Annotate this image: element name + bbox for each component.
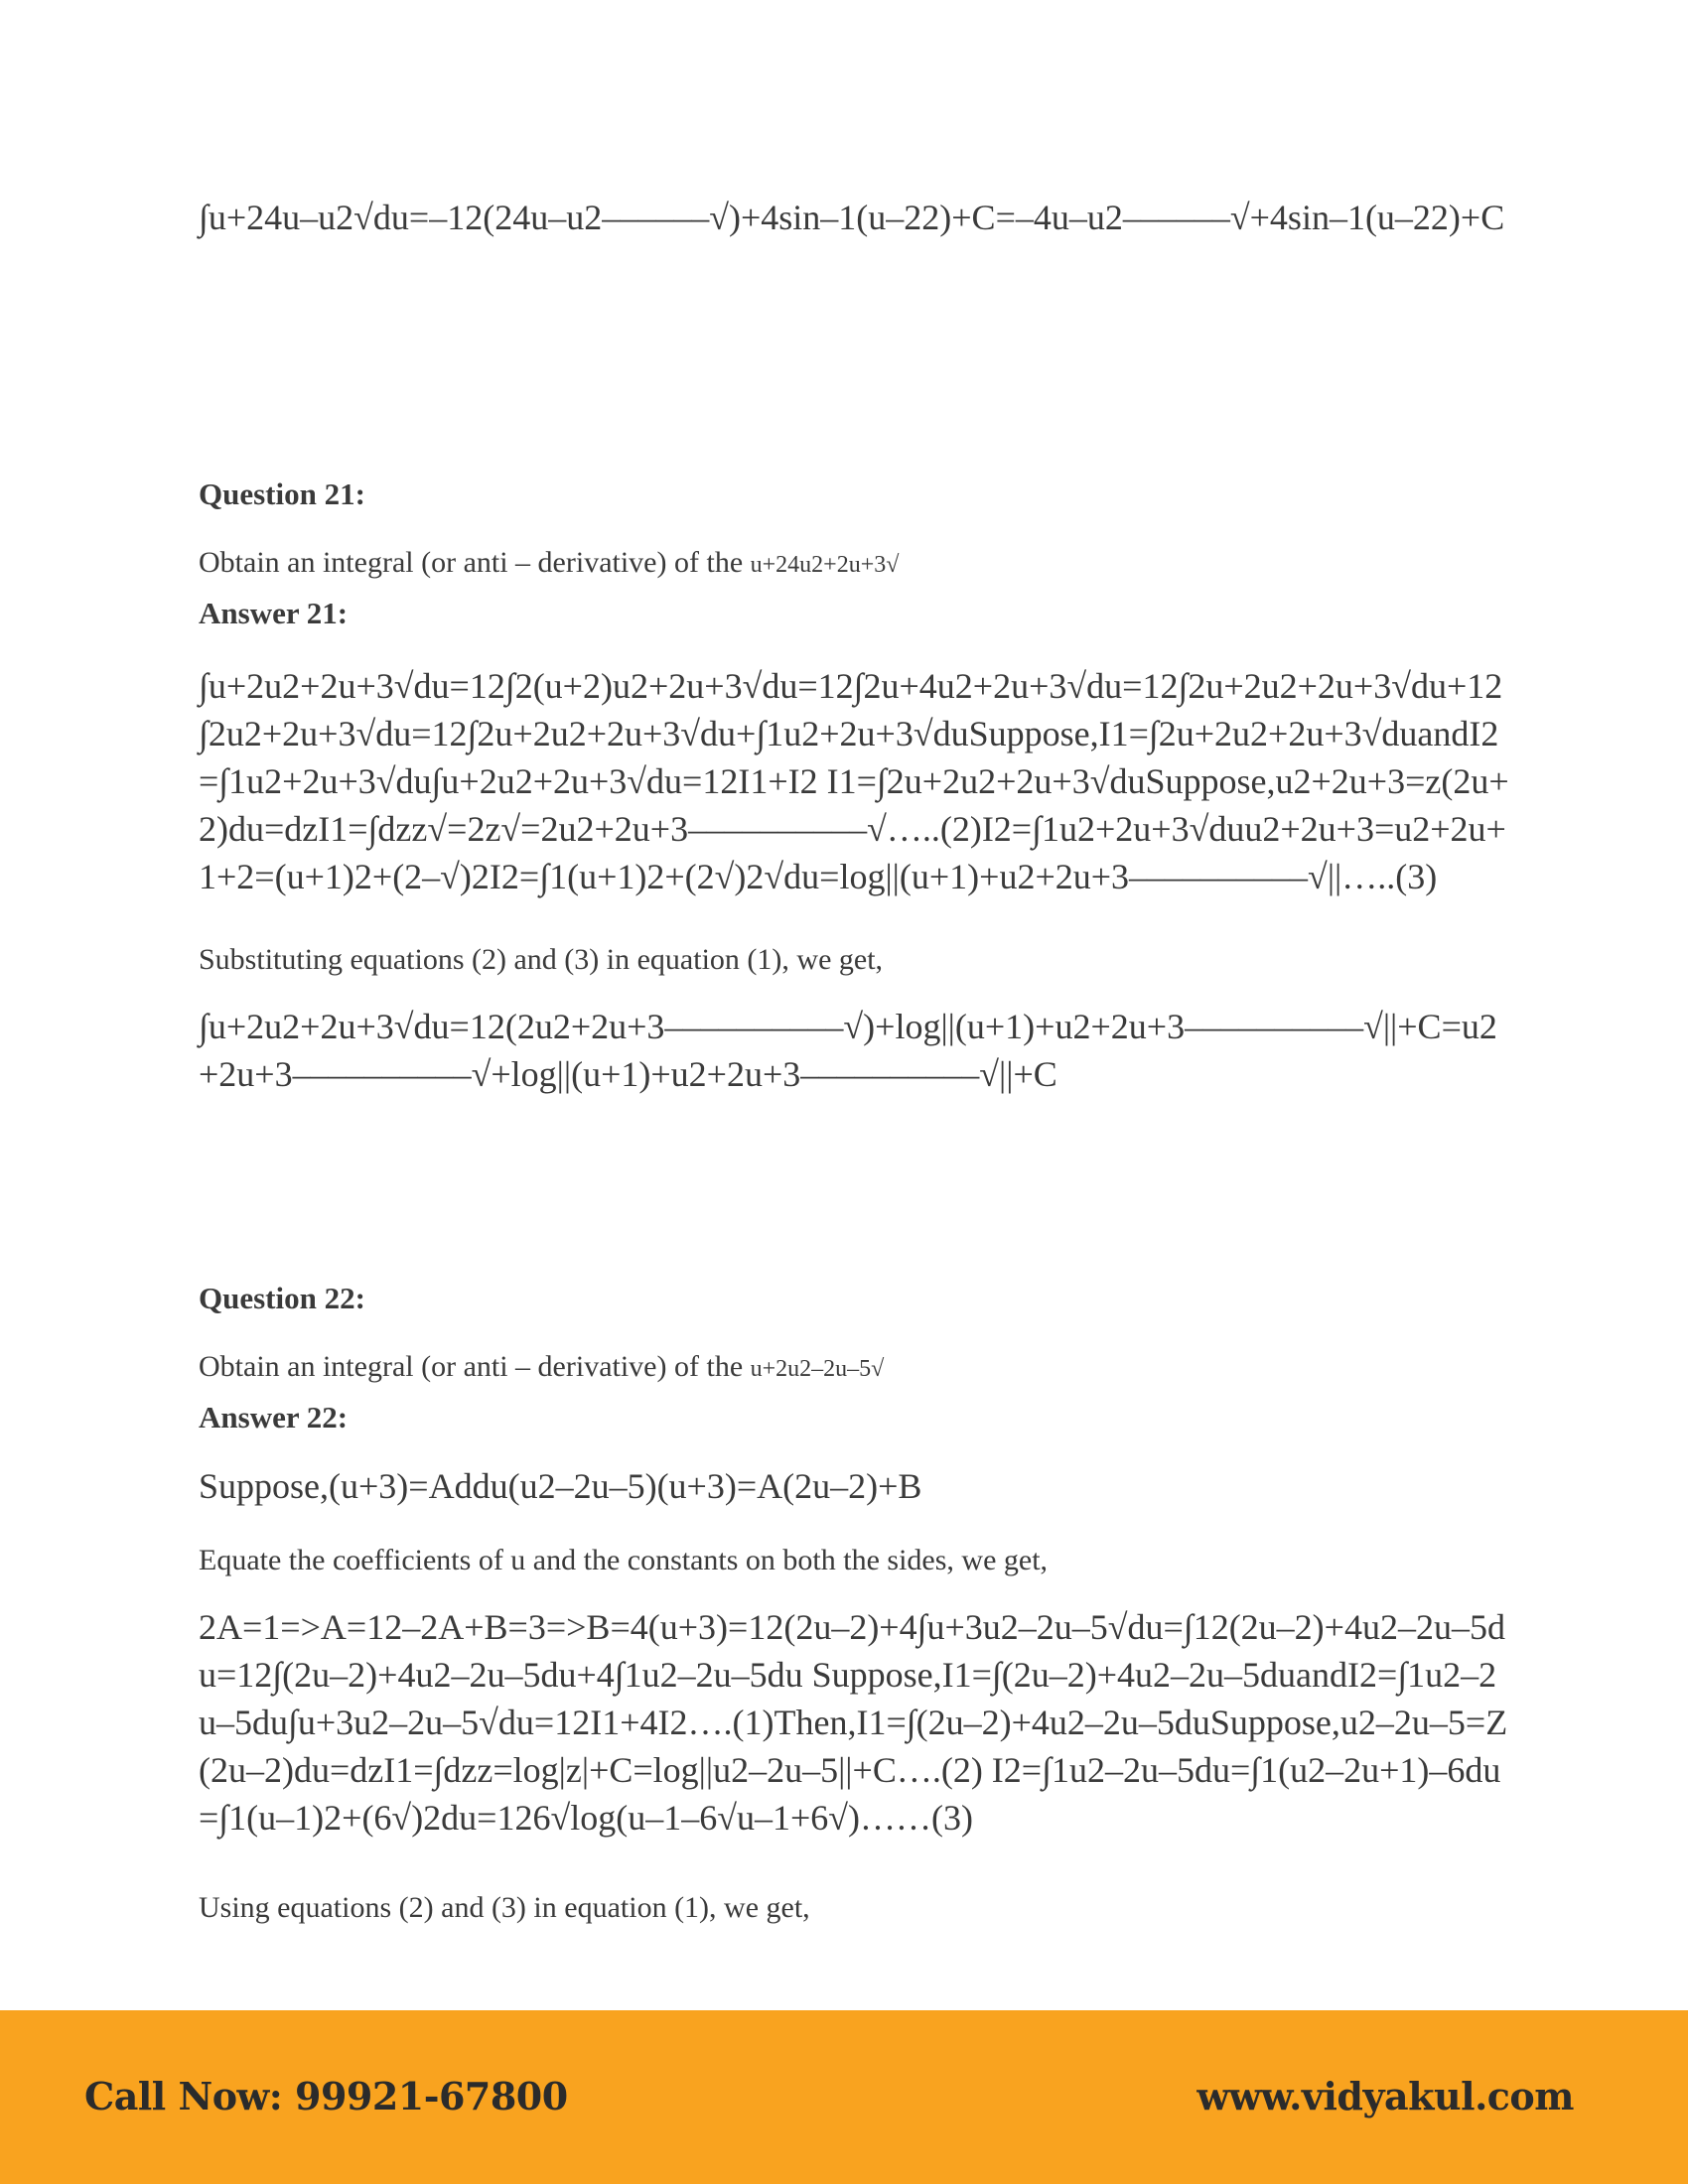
answer-22-using-text: Using equations (2) and (3) in equation (1), we get, [199,1891,810,1924]
answer-22-heading-row [199,1400,1509,1435]
answer-22-equate-row [199,1544,1509,1577]
answer-21-heading: Answer 21: [199,596,349,630]
answer-21-derivation-row [199,662,1509,900]
answer-21-result: ∫u+2u2+2u+3√du=12(2u2+2u+3––––––––––√)+log||(u+1)+u2+2u+3––––––––––√||+C=u2+2u+3––––––––––√+log||(u+1)+u2+2u+3––––––––––√||+C [199,1007,1497,1094]
question-21-section [199,477,1509,512]
question-22-text-row [199,1350,1509,1384]
question-22-text [199,1350,1509,1384]
question-22-heading: Question 22: [199,1281,365,1315]
question-21-text [199,546,1509,580]
top-formula: ∫u+24u–u2√du=–12(24u–u2––––––√)+4sin–1(u–22)+C=–4u–u2––––––√+4sin–1(u–22)+C [199,198,1505,237]
website-link[interactable]: www.vidyakul.com [1196,2074,1574,2118]
answer-22-derivation: 2A=1=>A=12–2A+B=3=>B=4(u+3)=12(2u–2)+4∫u+3u2–2u–5√du=∫12(2u–2)+4u2–2u–5du=12∫(2u–2)+4u2–2u–5du+4∫1u2–2u–5du Suppose,I1=∫(2u–2)+4u2–2u–5duandI2=∫1u2–2u–5du∫u+3u2–2u–5√du=12I1+4I2….(1)Then,I1=∫(2u–2)+4u2–2u–5duSuppose,u2–2u–5=Z(2u–2)du=dzI1=∫dzz=log|z|+C=log||u2–2u–5||+C….(2) I2=∫1u2–2u–5du=∫1(u2–2u+1)–6du=∫1(u–1)2+(6√)2du=126√log(u–1–6√u–1+6√)……(3) [199,1607,1508,1838]
question-22-expression: u+2u2–2u–5√ [750,1356,885,1382]
top-formula-section [199,194,1509,241]
answer-21-substituting-text: Substituting equations (2) and (3) in equation (1), we get, [199,943,884,976]
question-21-text-row [199,546,1509,580]
question-21-heading: Question 21: [199,477,365,511]
call-now-text[interactable]: Call Now: 99921-67800 [84,2074,568,2118]
footer-banner [0,2010,1688,2184]
answer-22-heading: Answer 22: [199,1400,349,1434]
answer-21-heading-row [199,596,1509,631]
answer-22-using-row [199,1891,1509,1925]
question-22-prompt: Obtain an integral (or anti – derivative) of the [199,1350,751,1383]
question-21-expression: u+24u2+2u+3√ [750,552,900,578]
question-21-prompt: Obtain an integral (or anti – derivative) of the [199,546,751,579]
answer-22-equate-text: Equate the coefficients of u and the constants on both the sides, we get, [199,1544,1049,1576]
question-22-section [199,1281,1509,1316]
answer-22-suppose-row [199,1462,1509,1510]
answer-21-substituting-row [199,943,1509,977]
answer-22-derivation-row [199,1603,1509,1842]
answer-21-result-row [199,1003,1509,1098]
answer-22-suppose-line: Suppose,(u+3)=Addu(u2–2u–5)(u+3)=A(2u–2)+B [199,1466,922,1506]
answer-21-derivation: ∫u+2u2+2u+3√du=12∫2(u+2)u2+2u+3√du=12∫2u+4u2+2u+3√du=12∫2u+2u2+2u+3√du+12∫2u2+2u+3√du=12∫2u+2u2+2u+3√du+∫1u2+2u+3√duSuppose,I1=∫2u+2u2+2u+3√duandI2=∫1u2+2u+3√du∫u+2u2+2u+3√du=12I1+I2 I1=∫2u+2u2+2u+3√duSuppose,u2+2u+3=z(2u+2)du=dzI1=∫dzz√=2z√=2u2+2u+3––––––––––√…..(2)I2=∫1u2+2u+3√duu2+2u+3=u2+2u+1+2=(u+1)2+(2–√)2I2=∫1(u+1)2+(2√)2√du=log||(u+1)+u2+2u+3––––––––––√||…..(3) [199,666,1509,896]
